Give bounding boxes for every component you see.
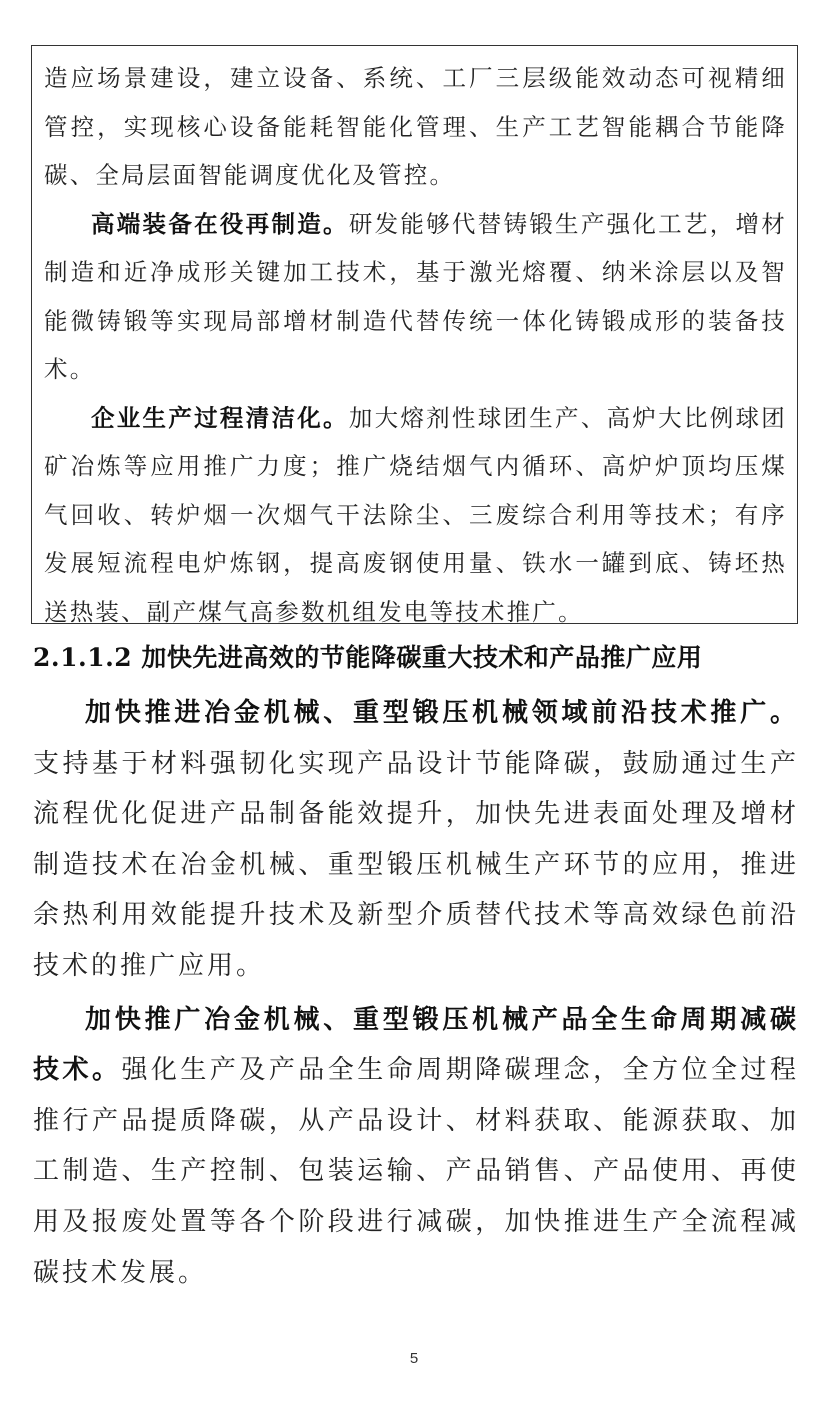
section-paragraph-2-title: 加快推广冶金机械、重型锻压机械产品全生命周期减碳技术。 bbox=[33, 1004, 799, 1086]
section-paragraph-2 bbox=[33, 995, 799, 1299]
box-paragraph-2 bbox=[44, 200, 787, 394]
boxed-text-panel bbox=[31, 45, 798, 624]
section-paragraph-1-body: 支持基于材料强韧化实现产品设计节能降碳，鼓励通过生产流程优化促进产品制备能效提升，加快先进表面处理及增材制造技术在冶金机械、重型锻压机械生产环节的应用，推进余热利用效能提升技术及新型介质替代技术等高效绿色前沿技术的推广应用。 bbox=[33, 748, 799, 981]
section-paragraph-1 bbox=[33, 688, 799, 992]
section-heading: 2.1.1.2 加快先进高效的节能降碳重大技术和产品推广应用 bbox=[33, 643, 703, 672]
box-paragraph-3-body: 加大熔剂性球团生产、高炉大比例球团矿冶炼等应用推广力度；推广烧结烟气内循环、高炉炉顶均压煤气回收、转炉烟一次烟气干法除尘、三废综合利用等技术；有序发展短流程电炉炼钢，提高废钢使用量、铁水一罐到底、铸坯热送热装、副产煤气高参数机组发电等技术推广。 bbox=[44, 403, 788, 626]
section-body bbox=[33, 688, 799, 1298]
box-paragraph-3 bbox=[44, 394, 787, 637]
page-number: 5 bbox=[409, 1350, 419, 1367]
box-paragraph-3-title: 企业生产过程清洁化。 bbox=[91, 403, 349, 432]
section-paragraph-2-body: 强化生产及产品全生命周期降碳理念，全方位全过程推行产品提质降碳，从产品设计、材料获取、能源获取、加工制造、生产控制、包装运输、产品销售、产品使用、再使用及报废处置等各个阶段进行减碳，加快推进生产全流程减碳技术发展。 bbox=[33, 1055, 799, 1288]
section-paragraph-1-title: 加快推进冶金机械、重型锻压机械领域前沿技术推广。 bbox=[85, 698, 799, 728]
box-paragraph-1: 造应场景建设，建立设备、系统、工厂三层级能效动态可视精细管控，实现核心设备能耗智能化管理、生产工艺智能耦合节能降碳、全局层面智能调度优化及管控。 bbox=[44, 64, 787, 189]
box-paragraph-2-body: 研发能够代替铸锻生产强化工艺，增材制造和近净成形关键加工技术，基于激光熔覆、纳米涂层以及智能微铸锻等实现局部增材制造代替传统一体化铸锻成形的装备技术。 bbox=[44, 209, 788, 383]
box-paragraph-2-title: 高端装备在役再制造。 bbox=[91, 209, 349, 238]
